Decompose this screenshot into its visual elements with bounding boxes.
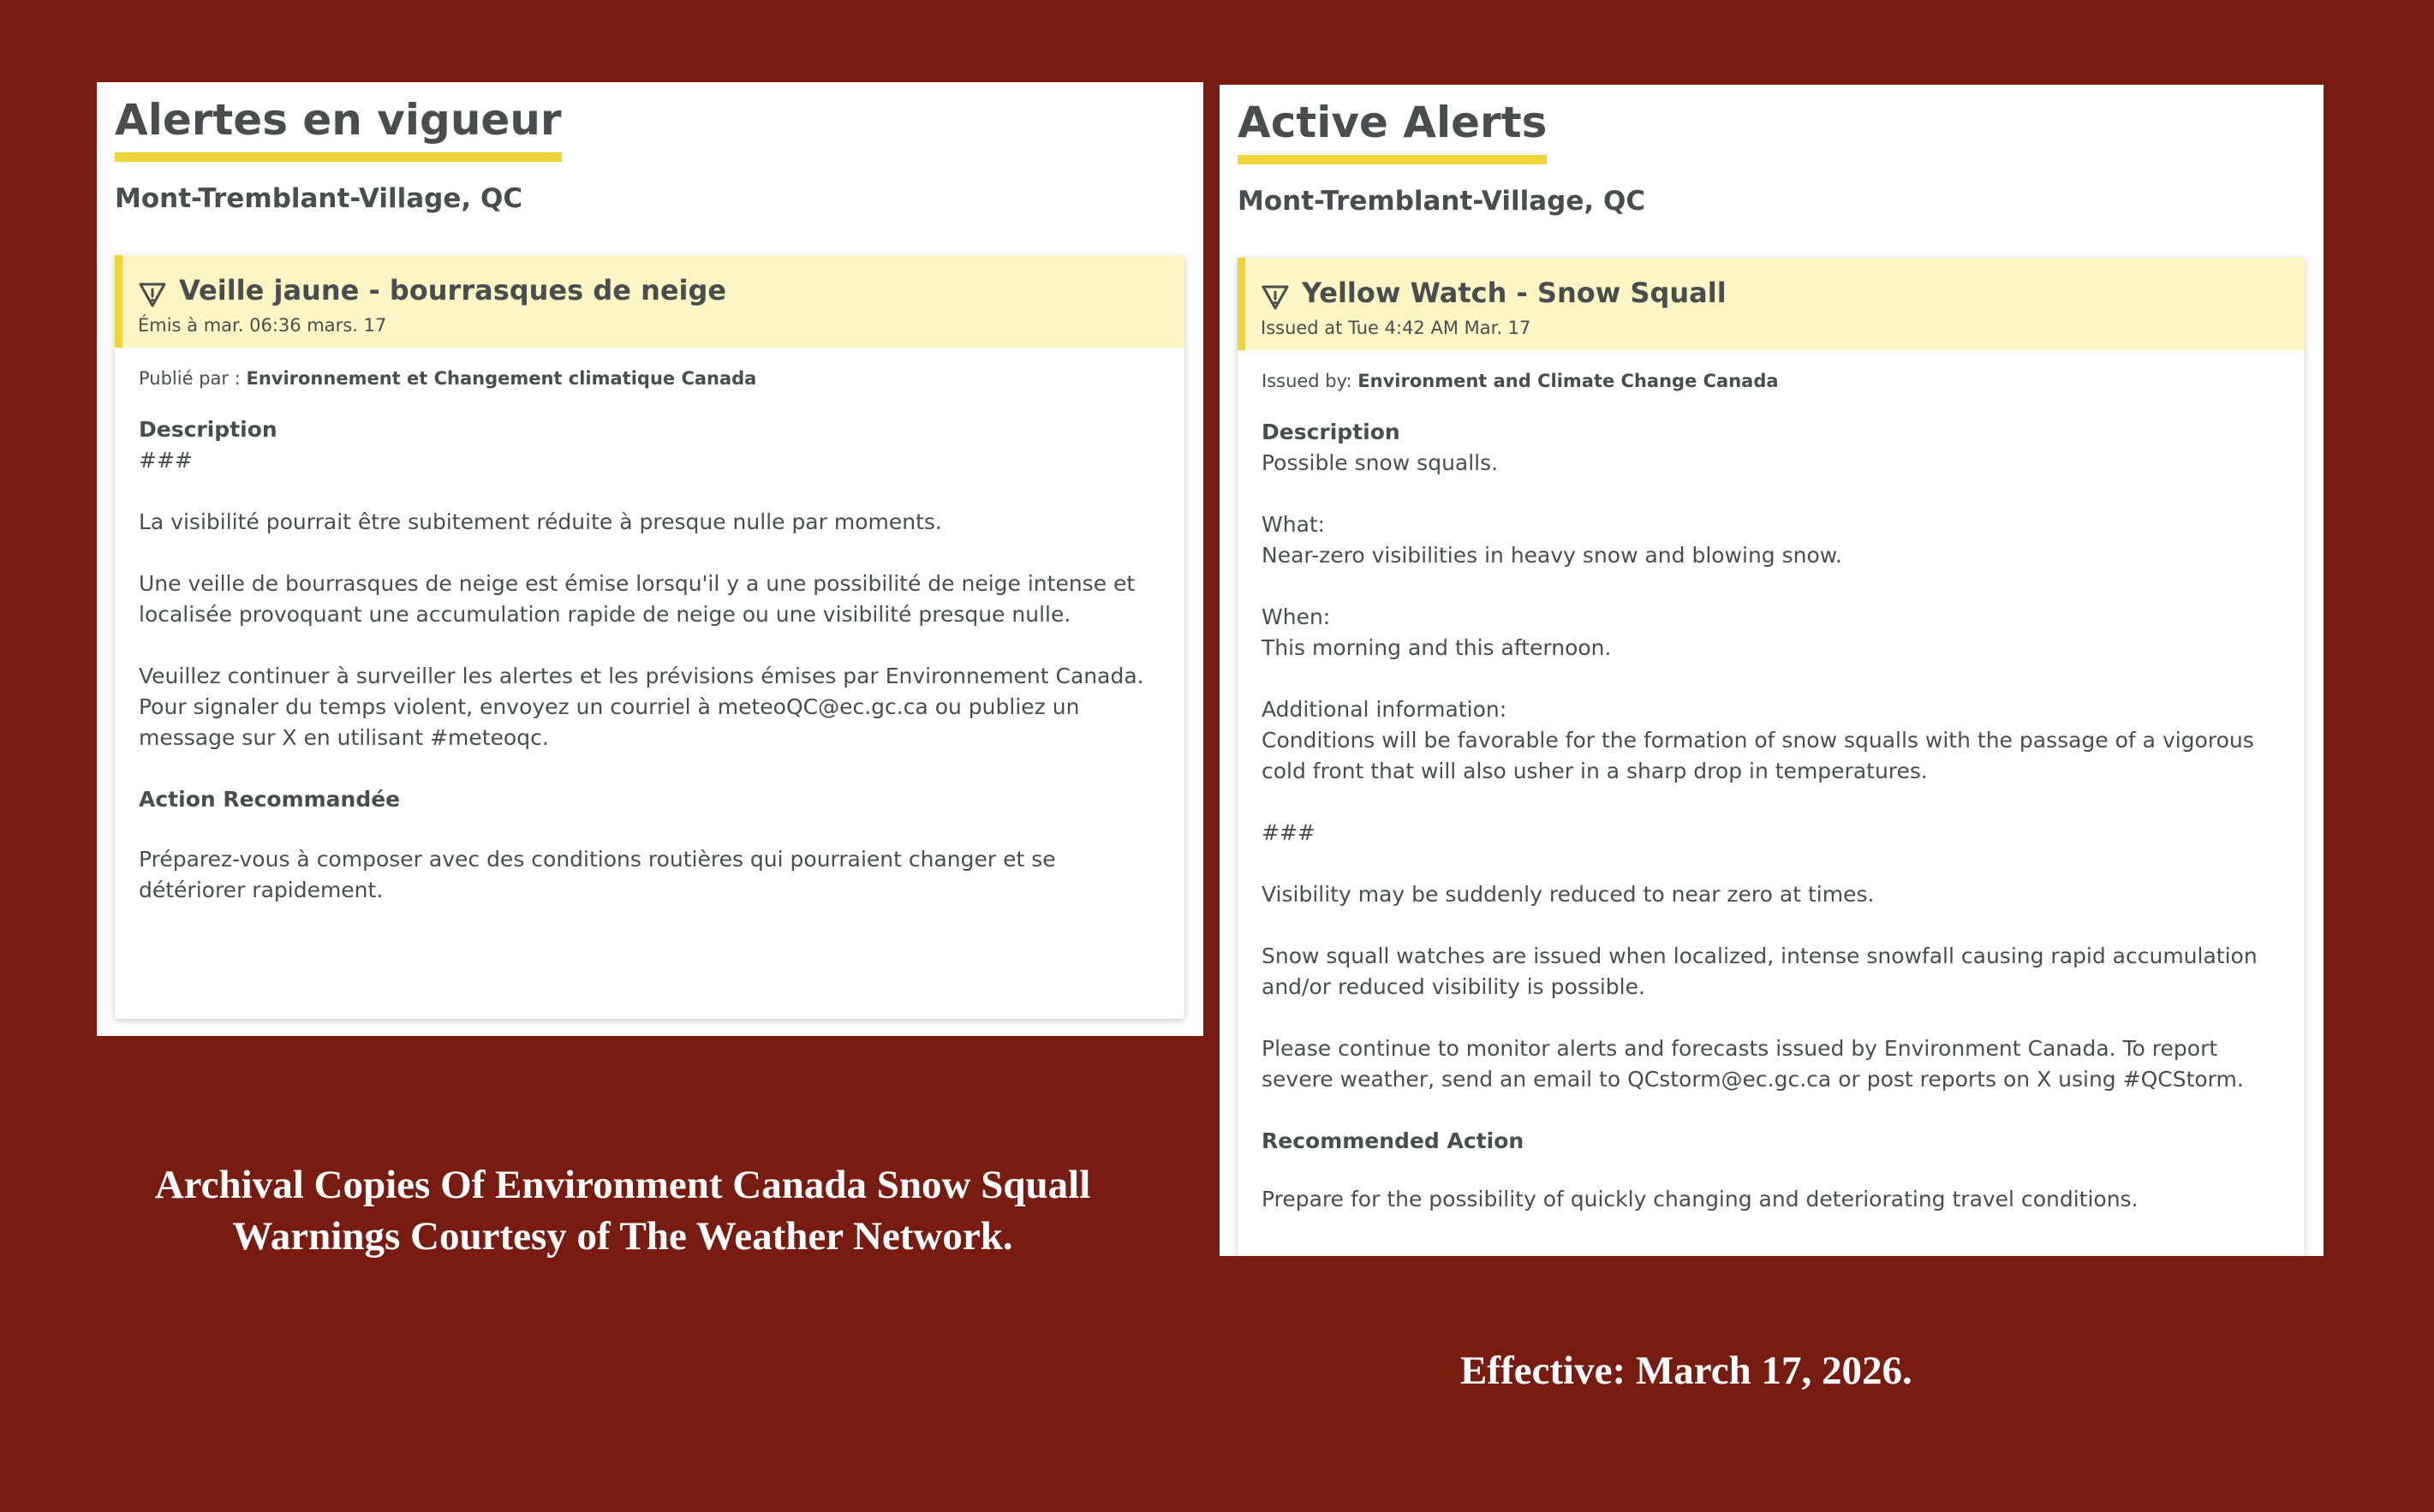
alert-issued-time: Émis à mar. 06:36 mars. 17 xyxy=(138,315,387,336)
page-title: Alertes en vigueur xyxy=(115,89,562,162)
alerts-panel-english xyxy=(1220,85,2324,1256)
what-label: What: xyxy=(1262,512,1326,537)
additional-info-label: Additional information: xyxy=(1262,697,1507,722)
description-summary: Possible snow squalls. xyxy=(1262,450,1499,475)
archival-caption-line: Warnings Courtesy of The Weather Network. xyxy=(232,1214,1013,1259)
alert-body xyxy=(139,365,1164,937)
location-label: Mont-Tremblant-Village, QC xyxy=(1238,186,1646,217)
watch-triangle-icon xyxy=(1261,283,1290,311)
description-paragraph: La visibilité pourrait être subitement réduite à presque nulle par moments. xyxy=(139,509,942,534)
action-text: Prepare for the possibility of quickly changing and deteriorating travel conditions. xyxy=(1262,1187,2139,1211)
when-text: This morning and this afternoon. xyxy=(1262,635,1612,660)
archival-caption xyxy=(126,1159,1119,1262)
page-title: Active Alerts xyxy=(1238,92,1547,164)
description-label: Description xyxy=(1262,420,1400,444)
additional-info-text: Conditions will be favorable for the formation of snow squalls with the passage of a vigorous cold front that will also usher in a sharp drop in temperatures. xyxy=(1262,728,2254,783)
publisher-prefix: Publié par : xyxy=(139,368,247,389)
when-label: When: xyxy=(1262,604,1331,629)
description-label: Description xyxy=(139,417,277,442)
hash-separator: ### xyxy=(1262,820,1315,845)
alerts-panel-french xyxy=(97,82,1203,1036)
alert-card xyxy=(115,255,1184,1019)
description-paragraph: Une veille de bourrasques de neige est émise lorsqu'il y a une possibilité de neige intense et localisée provoquant une accumulation rapide de neige ou une visibilité presque nulle. xyxy=(139,571,1136,627)
hash-separator: ### xyxy=(139,448,193,473)
publisher-name: Environment and Climate Change Canada xyxy=(1357,371,1779,391)
action-label: Recommended Action xyxy=(1262,1128,1524,1153)
alert-issued-time: Issued at Tue 4:42 AM Mar. 17 xyxy=(1261,318,1531,338)
effective-date-caption: Effective: March 17, 2026. xyxy=(1460,1348,1912,1393)
description-paragraph: Veuillez continuer à surveiller les alertes et les prévisions émises par Environnement Canada. Pour signaler du temps violent, envoyez un courriel à meteoQC@ec.gc.ca ou publiez un message sur X en utilisant #meteoqc. xyxy=(139,664,1144,750)
alert-header[interactable] xyxy=(1238,258,2305,350)
archival-caption-line: Archival Copies Of Environment Canada Snow Squall xyxy=(154,1163,1091,1207)
publisher-name: Environnement et Changement climatique Canada xyxy=(246,368,757,389)
publisher-line xyxy=(1262,367,2284,395)
action-label: Action Recommandée xyxy=(139,787,401,812)
publisher-prefix: Issued by: xyxy=(1262,371,1358,391)
description-paragraph: Visibility may be suddenly reduced to near zero at times. xyxy=(1262,882,1875,907)
alert-title: Yellow Watch - Snow Squall xyxy=(1302,277,1727,309)
action-text: Préparez-vous à composer avec des conditions routières qui pourraient changer et se détériorer rapidement. xyxy=(139,847,1056,902)
alert-card xyxy=(1238,258,2305,1256)
alert-title: Veille jaune - bourrasques de neige xyxy=(179,274,727,307)
alert-header[interactable] xyxy=(115,255,1184,348)
publisher-line xyxy=(139,365,1164,392)
what-text: Near-zero visibilities in heavy snow and blowing snow. xyxy=(1262,543,1842,568)
location-label: Mont-Tremblant-Village, QC xyxy=(115,183,523,214)
description-paragraph: Please continue to monitor alerts and forecasts issued by Environment Canada. To report severe weather, send an email to QCstorm@ec.gc.ca or post reports on X using #QCStorm. xyxy=(1262,1036,2244,1092)
watch-triangle-icon xyxy=(138,281,167,308)
description-paragraph: Snow squall watches are issued when localized, intense snowfall causing rapid accumulation and/or reduced visibility is possible. xyxy=(1262,944,2258,999)
alert-body xyxy=(1262,367,2284,1246)
